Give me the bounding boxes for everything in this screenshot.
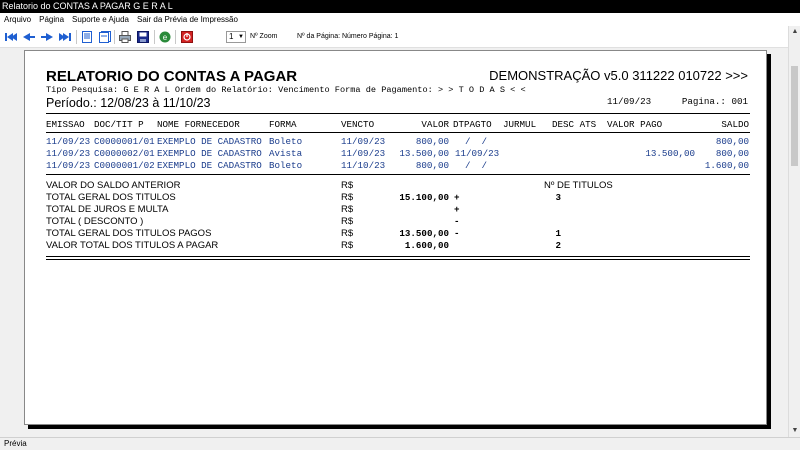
menu-bar bbox=[0, 13, 800, 26]
cell-vencto: 11/09/23 bbox=[341, 148, 386, 159]
window-titlebar bbox=[0, 0, 800, 13]
col-valor-pago: VALOR PAGO bbox=[607, 119, 663, 130]
cell-nome: EXEMPLO DE CADASTRO bbox=[157, 160, 262, 171]
printer-icon[interactable] bbox=[118, 30, 132, 44]
scroll-up-icon[interactable]: ▲ bbox=[791, 28, 799, 35]
cell-vencto: 11/09/23 bbox=[341, 136, 386, 147]
page-select-value: 1 bbox=[229, 32, 234, 41]
cell-doc: C0000002/01 bbox=[94, 148, 155, 159]
menu-sair[interactable]: Sair da Prévia de Impressão bbox=[136, 15, 238, 24]
summary-value: 1.600,00 bbox=[404, 240, 449, 251]
toolbar-separator bbox=[154, 30, 155, 44]
summary-label: TOTAL DE JUROS E MULTA bbox=[46, 204, 169, 215]
toolbar bbox=[0, 26, 800, 48]
prev-page-icon[interactable] bbox=[22, 30, 36, 44]
filter-line: Tipo Pesquisa: G E R A L Ordem do Relatório: Vencimento Forma de Pagamento: > > T O D A S < < bbox=[46, 85, 526, 95]
col-nome: NOME FORNECEDOR bbox=[157, 119, 240, 130]
summary-sign: - bbox=[454, 216, 460, 227]
status-text: Prévia bbox=[4, 439, 27, 448]
footer-rule-top bbox=[46, 256, 750, 257]
menu-suporte[interactable]: Suporte e Ajuda bbox=[72, 15, 129, 24]
columns-rule bbox=[46, 132, 750, 133]
menu-pagina[interactable]: Página bbox=[39, 15, 65, 24]
summary-count: 1 bbox=[555, 228, 561, 239]
cell-dtpagto: 11/09/23 bbox=[455, 148, 500, 159]
rows-rule bbox=[46, 174, 750, 175]
summary-label: VALOR TOTAL DOS TITULOS A PAGAR bbox=[46, 240, 219, 251]
menu-arquivo[interactable]: Arquivo bbox=[4, 15, 32, 24]
save-icon[interactable] bbox=[136, 30, 150, 44]
next-page-icon[interactable] bbox=[40, 30, 54, 44]
summary-sign: + bbox=[454, 192, 460, 203]
svg-text:e: e bbox=[162, 33, 168, 42]
summary-currency: R$ bbox=[341, 216, 354, 227]
zoom-label: Nº Zoom bbox=[250, 33, 278, 40]
scroll-down-icon[interactable]: ▼ bbox=[791, 427, 799, 434]
chevron-down-icon: ▼ bbox=[238, 34, 244, 40]
cell-emissao: 11/09/23 bbox=[46, 136, 91, 147]
scroll-thumb[interactable] bbox=[791, 66, 798, 166]
cell-forma: Boleto bbox=[269, 136, 303, 147]
col-doc: DOC/TIT P bbox=[94, 119, 144, 130]
cell-valor-pago: 13.500,00 bbox=[645, 148, 695, 159]
header-rule bbox=[46, 113, 750, 114]
col-jurmul: JURMUL bbox=[503, 119, 537, 130]
cell-emissao: 11/09/23 bbox=[46, 148, 91, 159]
page-select[interactable] bbox=[226, 31, 246, 43]
report-period: Período.: 12/08/23 à 11/10/23 bbox=[46, 96, 211, 110]
cell-dtpagto: / / bbox=[465, 136, 488, 147]
cell-dtpagto: / / bbox=[465, 160, 488, 171]
col-emissao: EMISSAO bbox=[46, 119, 85, 130]
summary-sign: + bbox=[454, 204, 460, 215]
page-icon[interactable] bbox=[80, 30, 94, 44]
col-vencto: VENCTO bbox=[341, 119, 375, 130]
vertical-scrollbar[interactable] bbox=[788, 26, 800, 437]
cell-valor: 13.500,00 bbox=[399, 148, 449, 159]
cell-saldo: 1.600,00 bbox=[704, 160, 749, 171]
toolbar-separator bbox=[76, 30, 77, 44]
summary-count: 2 bbox=[555, 240, 561, 251]
summary-label: VALOR DO SALDO ANTERIOR bbox=[46, 180, 181, 191]
col-dtpagto: DTPAGTO bbox=[453, 119, 492, 130]
summary-value: 13.500,00 bbox=[399, 228, 449, 239]
demo-banner: DEMONSTRAÇÃO v5.0 311222 010722 >>> bbox=[489, 68, 748, 83]
col-valor: VALOR bbox=[421, 119, 449, 130]
col-forma: FORMA bbox=[269, 119, 297, 130]
footer-rule-bottom bbox=[46, 259, 750, 260]
cell-vencto: 11/10/23 bbox=[341, 160, 386, 171]
summary-currency: R$ bbox=[341, 228, 354, 239]
count-header: Nº DE TITULOS bbox=[544, 180, 613, 191]
summary-label: TOTAL GERAL DOS TITULOS bbox=[46, 192, 176, 203]
close-icon[interactable] bbox=[180, 30, 194, 44]
cell-emissao: 11/09/23 bbox=[46, 160, 91, 171]
cell-valor: 800,00 bbox=[415, 136, 449, 147]
col-desc: DESC ATS bbox=[552, 119, 597, 130]
cell-doc: C0000001/01 bbox=[94, 136, 155, 147]
summary-sign: - bbox=[454, 228, 460, 239]
cell-nome: EXEMPLO DE CADASTRO bbox=[157, 148, 262, 159]
status-bar bbox=[0, 437, 800, 450]
cell-forma: Avista bbox=[269, 148, 303, 159]
window-title: Relatorio do CONTAS A PAGAR G E R A L bbox=[2, 1, 173, 11]
toolbar-separator bbox=[175, 30, 176, 44]
report-page bbox=[24, 50, 767, 425]
summary-label: TOTAL GERAL DOS TITULOS PAGOS bbox=[46, 228, 212, 239]
cell-valor: 800,00 bbox=[415, 160, 449, 171]
export-icon[interactable] bbox=[158, 30, 172, 44]
summary-currency: R$ bbox=[341, 204, 354, 215]
toolbar-separator bbox=[114, 30, 115, 44]
page-info: Nº da Página: Número Página: 1 bbox=[297, 33, 399, 40]
col-saldo: SALDO bbox=[721, 119, 749, 130]
summary-count: 3 bbox=[555, 192, 561, 203]
report-title: RELATORIO DO CONTAS A PAGAR bbox=[46, 68, 298, 85]
summary-currency: R$ bbox=[341, 180, 354, 191]
page-number: Pagina.: 001 bbox=[681, 96, 748, 107]
last-page-icon[interactable] bbox=[58, 30, 72, 44]
cell-nome: EXEMPLO DE CADASTRO bbox=[157, 136, 262, 147]
cell-saldo: 800,00 bbox=[715, 136, 749, 147]
summary-currency: R$ bbox=[341, 240, 354, 251]
pages-icon[interactable] bbox=[98, 30, 112, 44]
cell-saldo: 800,00 bbox=[715, 148, 749, 159]
first-page-icon[interactable] bbox=[4, 30, 18, 44]
cell-doc: C0000001/02 bbox=[94, 160, 155, 171]
summary-value: 15.100,00 bbox=[399, 192, 449, 203]
summary-label: TOTAL ( DESCONTO ) bbox=[46, 216, 144, 227]
summary-currency: R$ bbox=[341, 192, 354, 203]
report-date: 11/09/23 bbox=[607, 96, 652, 107]
cell-forma: Boleto bbox=[269, 160, 303, 171]
